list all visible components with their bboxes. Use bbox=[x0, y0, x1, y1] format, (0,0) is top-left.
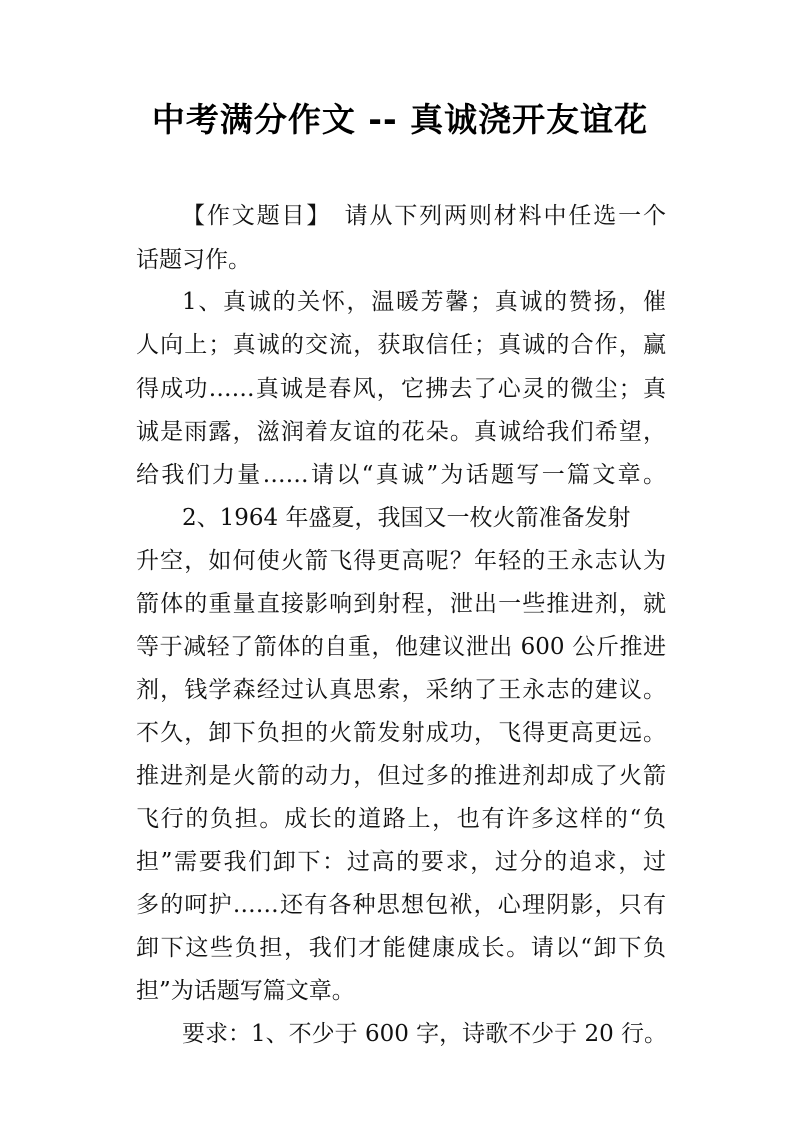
paragraph-line: 给我们力量……请以“真诚”为话题写一篇文章。 bbox=[136, 462, 666, 488]
paragraph-line: 1、真诚的关怀，温暖芳馨；真诚的赞扬，催 bbox=[182, 289, 666, 315]
document-title: 中考满分作文 -- 真诚浇开友谊花 bbox=[151, 100, 649, 139]
paragraph-line: 2、1964 年盛夏，我国又一枚火箭准备发射 bbox=[182, 505, 631, 531]
paragraph-line: 飞行的负担。成长的道路上，也有许多这样的“负 bbox=[136, 806, 666, 832]
paragraph-line: 剂，钱学森经过认真思索，采纳了王永志的建议。 bbox=[136, 677, 666, 703]
paragraph-line: 多的呵护……还有各种思想包袱，心理阴影，只有 bbox=[136, 892, 666, 918]
paragraph-line: 箭体的重量直接影响到射程，泄出一些推进剂，就 bbox=[136, 591, 666, 617]
paragraph-line: 担”需要我们卸下：过高的要求，过分的追求，过 bbox=[136, 849, 666, 875]
paragraph-line: 得成功……真诚是春风，它拂去了心灵的微尘；真 bbox=[136, 376, 666, 402]
paragraph-line: 诚是雨露，滋润着友谊的花朵。真诚给我们希望， bbox=[136, 419, 666, 445]
paragraph-line: 要求：1、不少于 600 字，诗歌不少于 20 行。 bbox=[182, 1021, 668, 1047]
paragraph-line: 话题习作。 bbox=[136, 247, 251, 273]
paragraph-line: 不久，卸下负担的火箭发射成功，飞得更高更远。 bbox=[136, 720, 666, 746]
paragraph-line: 推进剂是火箭的动力，但过多的推进剂却成了火箭 bbox=[136, 763, 666, 789]
paragraph-line: 【作文题目】 请从下列两则材料中任选一个 bbox=[182, 203, 666, 229]
paragraph-line: 担”为话题写篇文章。 bbox=[136, 978, 355, 1004]
paragraph-line: 卸下这些负担，我们才能健康成长。请以“卸下负 bbox=[136, 935, 666, 961]
paragraph-line: 人向上；真诚的交流，获取信任；真诚的合作，赢 bbox=[136, 332, 666, 358]
paragraph-line: 等于减轻了箭体的自重，他建议泄出 600 公斤推进 bbox=[136, 634, 666, 660]
paragraph-line: 升空，如何使火箭飞得更高呢？年轻的王永志认为 bbox=[136, 548, 666, 574]
